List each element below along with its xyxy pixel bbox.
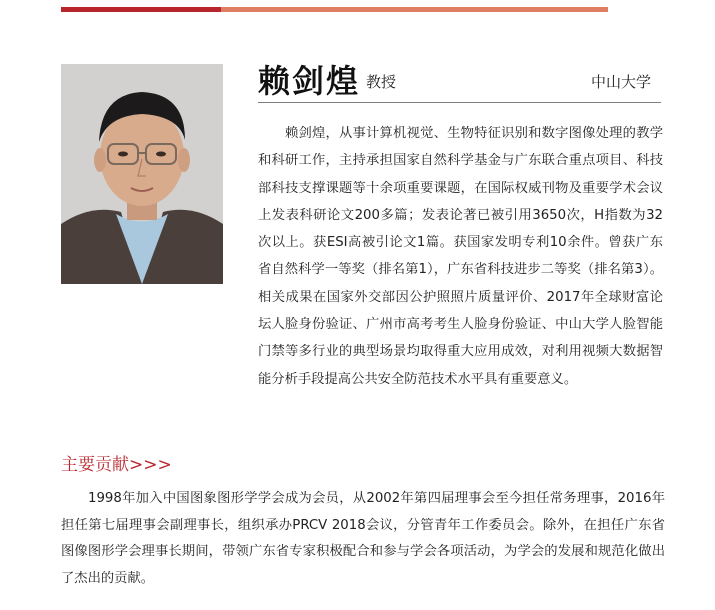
person-title: 教授: [366, 73, 397, 91]
contributions-paragraph: 1998年加入中国图象图形学学会成为会员，从2002年第四届理事会至今担任常务理事，2016年担任第七届理事会副理事长，组织承办PRCV 2018会议，分管青年工作委员会。除外，在担任广东省图像图形学会理事长期间，带领广东省专家积极配合和参与学会各项活动，为学会的发展和规范化做出了杰出的贡献。: [61, 491, 665, 586]
top-accent-bar-dark: [61, 7, 221, 12]
bio-paragraph: 赖剑煌，从事计算机视觉、生物特征识别和数字图像处理的教学和科研工作，主持承担国家自然科学基金与广东联合重点项目、科技部科技支撑课题等十余项重要课题，在国际权威刊物及重要学术会议上发表科研论文200多篇；发表论著已被引用3650次，H指数为32次以上。获ESI高被引论文1篇。获国家发明专利10余件。曾获广东省自然科学一等奖（排名第1），广东省科技进步二等奖（排名第3）。相关成果在国家外交部因公护照照片质量评价、2017年全球财富论坛人脸身份验证、广州市高考考生人脸身份验证、中山大学人脸智能门禁等多行业的典型场景均取得重大应用成效，对利用视频大数据智能分析手段提高公共安全防范技术水平具有重要意义。: [258, 126, 663, 387]
header-divider: [258, 102, 661, 103]
profile-photo: [61, 64, 223, 284]
contributions-heading: 主要贡献>>>: [61, 455, 172, 475]
top-accent-bar: [61, 7, 608, 12]
top-accent-bar-light: [221, 7, 608, 12]
person-name: 赖剑煌: [258, 62, 361, 100]
person-affiliation: 中山大学: [590, 73, 651, 91]
